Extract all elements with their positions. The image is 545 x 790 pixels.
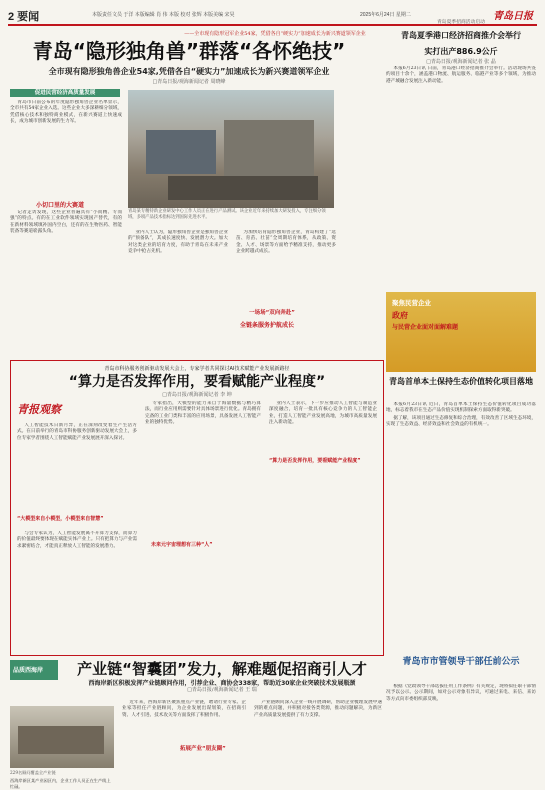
feature-column-4 [269,401,377,455]
page-number: 2 要闻 [8,11,40,23]
photo-equipment-1 [146,130,216,174]
right-column-d [386,684,536,784]
promo-banner [386,292,536,372]
bottom-headline: 产业链“智囊团”发力，解难题促招商引人才 [77,660,367,678]
right-byline: □青岛日报/观海新闻记者 张 晶 [426,59,496,65]
main-paragraph-2: 记者走访发现，这些企业普遍具有“小而精、专而强”的特点。有的在工业软件领域实现国产替代，有的在新材料领域填补国内空白，还有的在生物医药、智能装备等赛道崭露头角。 [10,210,122,235]
masthead-logo: 青岛日报 [493,11,533,22]
promo-line-2: 政府 [392,311,408,320]
right-paragraph-b: 本报6月23日讯 近日，青岛首单本土保持生态价值转化项目成功落地，标志着我市在生态产品价值实现机制探索方面取得新突破。 [386,402,536,414]
main-subhead-1: 小切口里的大赛道 [36,202,85,209]
main-paragraph-3: 业内人士认为，隐形独角兽企业是独角兽企业的“预备队”，其成长速度快、发展潜力大。加大对这类企业的培育力度，有助于青岛在未来产业竞争中抢占先机。 [128,230,228,255]
bottom-section-tag [10,660,58,680]
right-paragraph-d: 根据《党政领导干部选拔任用工作条例》有关规定，现将拟任职干部情况予以公示。公示期间，如对公示对象有异议，可通过来电、来信、来访等方式向市委组织部反映。 [386,684,536,702]
bottom-column-1 [122,700,246,784]
feature-column-3 [145,401,261,537]
main-paragraph-4: 为加快培育隐形独角兽企业，青岛构建了“选苗、育苗、壮苗”全周期培育体系，从政策、资金、人才、场景等方面给予精准支持，推动更多企业跨越式成长。 [236,230,336,255]
main-pretitle: ——全市现有隐形冠军企业54家，凭借各自“硬实力”加速成长为新兴赛道领军企业 [184,31,366,37]
feature-headline: “算力是否发挥作用，要看赋能产业程度” [68,374,326,390]
bottom-photo-machine [18,726,104,754]
feature-paragraph-3: 专家指出，大模型的能力来自于海量数据与精巧算法，而行业应用则需要针对具体场景进行优化。青岛拥有完备的工业门类和丰富的应用场景，具备发展人工智能产业的独特优势。 [145,401,261,426]
bottom-paragraph-1: 近年来，西海岸新区聚焦重点产业链，聘请行业专家、企业家等担任产业链顾问，为企业发展出谋划策，在招商引资、人才引进、技术攻关等方面发挥了积极作用。 [122,700,246,718]
right-tag: 青岛夏季招商活动启动 [437,20,485,25]
section-tag: 促进民营经济高质量发展 [10,89,120,97]
bottom-stat: 229名顾问覆盖全产业链 [10,770,56,775]
feature-byline: □青岛日报/观海新闻记者 李 坤 [162,392,232,398]
main-subheadline: 全市现有隐形独角兽企业54家,凭借各自“硬实力”加速成长为新兴赛道领军企业 [48,67,330,76]
right-headline: 青岛夏季港口经济招商推介会举行 [401,31,521,40]
bottom-column-2 [254,700,382,784]
feature-box [10,360,384,656]
promo-line-1: 聚焦民营企业 [392,299,431,307]
feature-paragraph-4: 业内人士表示，下一步应推动人工智能与制造业深度融合，培育一批具有核心竞争力的人工智能企业，打造人工智能产业发展高地，为城市高质量发展注入新动能。 [269,401,377,426]
bottom-paragraph-2: 产业链顾问深入企业一线开展调研，帮助企业梳理发展中遇到的难点问题，并积极对接各类资源，推动问题解决，为新区产业高质量发展提供了有力支撑。 [254,700,382,718]
promo-line-3: 与民营企业面对面解难题 [392,324,459,331]
bottom-byline: □青岛日报/观海新闻记者 王 瑞 [187,687,257,693]
feature-quote-3: “算力是否发挥作用，要看赋能产业程度” [269,458,361,464]
main-column-2 [10,210,122,350]
main-column-1 [10,100,122,196]
right-column-b [386,402,536,652]
right-subheadline: 实打出产886.9公斤 [424,47,498,56]
main-byline: □青岛日报/观海新闻记者 周晓峰 [152,79,226,85]
bottom-inline-head: 拓展产业“朋友圈” [180,746,226,752]
right-headline-3: 青岛市市管领导干部任前公示 [402,657,520,667]
right-paragraph-c: 据了解，该项目通过生态修复和综合治理，有效改善了区域生态环境，实现了生态效益、经济效益和社会效益的有机统一。 [386,415,536,428]
main-subhead-2: 全链条服务护航成长 [240,322,295,329]
feature-column-2 [17,531,137,649]
main-column-4 [236,230,336,306]
feature-quote-2: 未来元宇宙理想有三种“人” [151,542,213,548]
feature-column-1 [17,423,137,513]
main-photo [128,90,334,208]
issue-date: 2025年6月24日 星期二 [360,12,411,18]
editor-credits: 本版责任文员 于洋 本版编辑 肖 伟 本版 校对 张辉 本版美编 宋昊 [92,12,235,18]
bottom-photo [10,706,114,768]
right-headline-2: 青岛首单本土保持生态价值转化项目落地 [389,377,533,386]
bottom-photo-caption: 西海岸新区某产业园区内，企业工作人员正在生产线上忙碌。 [10,778,111,789]
main-photo-caption: 青岛某专精特新企业研发中心工作人员正在进行产品测试。该企业近年来持续加大研发投入，专注细分领域，多项产品技术指标达到国际先进水平。 [128,209,326,220]
feature-quote-1: “大模型来自小模型，小模型来自智慧” [17,516,104,522]
main-inline-head: 一场场“双向奔赴” [249,310,295,316]
bottom-subheadline: 西海岸新区积极发挥产业链顾问作用，引荐企业、商协会338家，帮助近30家企业突破技术发展瓶颈 [88,680,356,687]
photo-bench [168,176,318,200]
main-column-3 [128,230,228,354]
feature-paragraph-2: 与会专家认为，人工智能发展离不开算力支撑，而算力的价值最终要体现在赋能实体产业上。只有把算力与产业需求紧密结合，才能真正释放人工智能的发展潜力。 [17,531,137,549]
feature-column-logo: 青报观察 [17,403,61,416]
right-paragraph-a: 本报6月23日讯 日前，青岛港口经济招商推介会举行。活动现场共签约项目十余个，涵盖港口物流、航运服务、临港产业等多个领域，为推动港产城融合发展注入新动能。 [386,66,536,84]
bottom-section-label: 品质西海岸 [13,667,44,674]
right-column-a [386,66,536,288]
photo-equipment-2 [224,120,314,180]
feature-pretitle: 青岛市科协服务创新驱动发展大会上，专家学者共同探讨AI技术赋能产业发展新路径 [104,366,290,372]
feature-paragraph-1: 人工智能技术日新月异，正在深刻改变着生产生活方式。在日前举行的青岛市科协服务创新驱动发展大会上，多位专家学者围绕人工智能赋能产业发展展开深入探讨。 [17,423,137,441]
main-paragraph-1: 青岛市日前公布的年度隐形独角兽企业名单显示，全市共有54家企业入选。这些企业大多深耕细分领域，凭借核心技术和独特商业模式，在新兴赛道上快速成长，成为城市创新发展的生力军。 [10,100,122,125]
main-headline: 青岛“隐形独角兽”群落“各怀绝技” [32,39,346,63]
